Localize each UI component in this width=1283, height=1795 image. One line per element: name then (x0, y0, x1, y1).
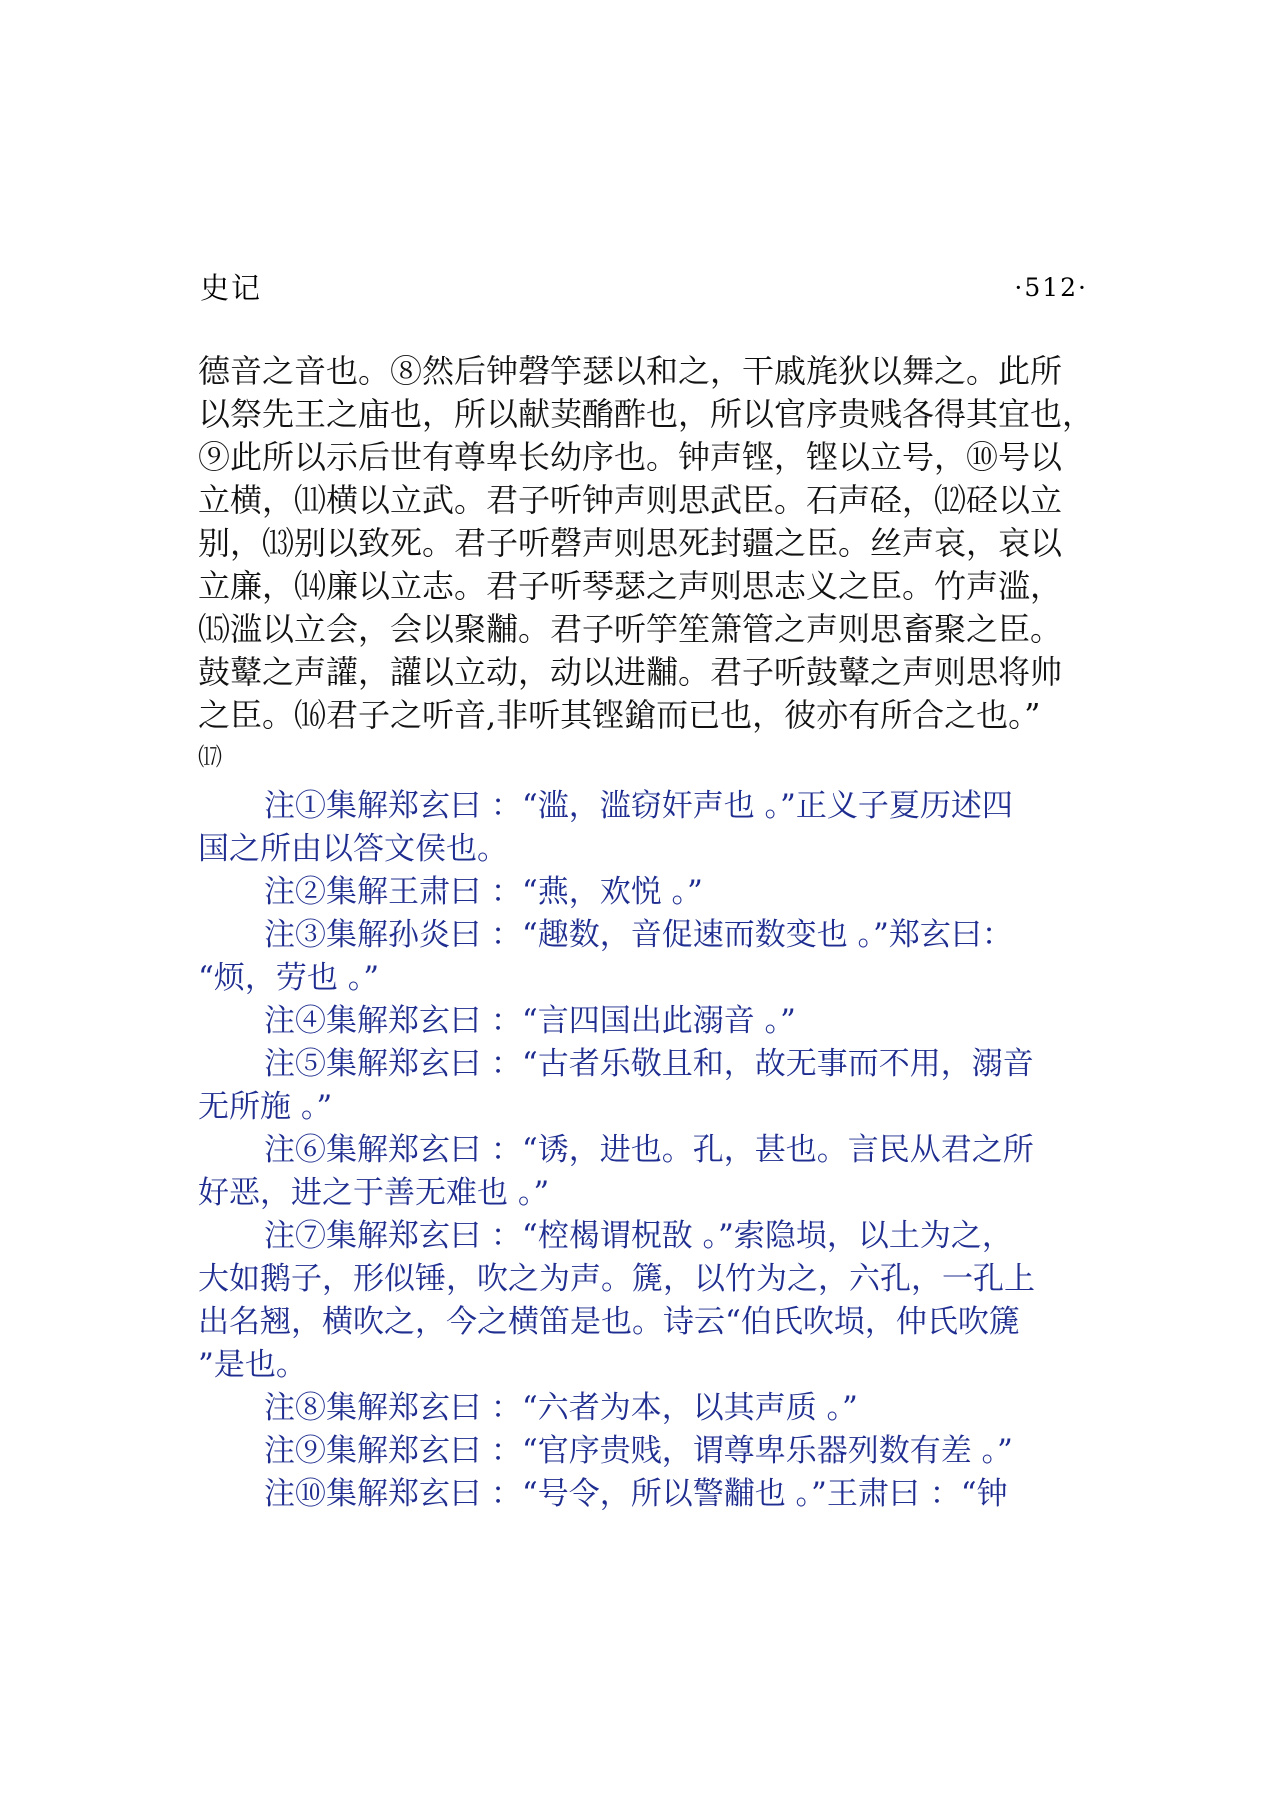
note-line: 出名翘，横吹之，今之横笛是也。诗云“伯氏吹埙，仲氏吹篪 (198, 1304, 1020, 1340)
main-text-line: ⑨此所以示后世有尊卑长幼序也。钟声铿，铿以立号，⑩号以 (198, 438, 1063, 476)
note-line: 注②集解王肃曰 ：“燕，欢悦 。” (264, 874, 703, 910)
note-line: 大如鹅子，形似锤，吹之为声。篪，以竹为之，六孔，一孔上 (198, 1261, 1035, 1297)
main-text (198, 350, 1098, 777)
note-line: 无所施 。” (198, 1089, 333, 1125)
note-line: 注⑥集解郑玄曰 ：“诱，进也。孔，甚也。言民从君之所 (264, 1132, 1034, 1168)
note-line: 注③集解孙炎曰 ：“趣数，音促速而数变也 。”郑玄曰： (264, 917, 1013, 953)
main-text-line: 鼓鼙之声讙，讙以立动，动以进黼。君子听鼓鼙之声则思将帅 (198, 653, 1063, 691)
note-line: 注④集解郑玄曰 ：“言四国出此溺音 。” (264, 1003, 796, 1039)
note-line: 好恶，进之于善无难也 。” (198, 1175, 550, 1211)
note-line: 注⑦集解郑玄曰 ：“椌楬谓柷敔 。”索隐埙，以土为之， (264, 1218, 1013, 1254)
notes-section (198, 785, 1098, 1516)
note-line: 注⑨集解郑玄曰 ：“官序贵贱，谓尊卑乐器列数有差 。” (264, 1433, 1013, 1469)
page-number: ·512· (1014, 273, 1088, 302)
trailing-footnote-ref: ⒄ (198, 743, 222, 771)
note-line: 注①集解郑玄曰 ：“滥，滥窃奸声也 。”正义子夏历述四 (264, 788, 1013, 824)
note-line: 注⑤集解郑玄曰 ：“古者乐敬且和，故无事而不用，溺音 (264, 1046, 1034, 1082)
note-line: 注⑧集解郑玄曰 ：“六者为本，以其声质 。” (264, 1390, 858, 1426)
main-text-line: 别，⒀别以致死。君子听磬声则思死封疆之臣。丝声哀，哀以 (198, 524, 1063, 562)
note-line: 注⑩集解郑玄曰 ：“号令，所以警黼也 。”王肃曰 ：“钟 (264, 1476, 1008, 1512)
main-text-line: 之臣。⒃君子之听音,非听其铿鎗而已也，彼亦有所合之也。” (198, 696, 1041, 734)
main-text-line: 德音之音也。⑧然后钟磬竽瑟以和之，干戚旄狄以舞之。此所 (198, 352, 1063, 390)
note-line: “烦，劳也 。” (198, 960, 380, 996)
note-line: ”是也。 (198, 1347, 307, 1383)
main-text-line: 以祭先王之庙也，所以献荬酳酢也，所以官序贵贱各得其宜也， (198, 395, 1095, 433)
main-text-line: ⒂滥以立会，会以聚黼。君子听竽笙箫管之声则思畜聚之臣。 (198, 610, 1063, 648)
note-line: 国之所由以答文侯也。 (198, 831, 508, 867)
main-text-line: 立横，⑾横以立武。君子听钟声则思武臣。石声硁，⑿硁以立 (198, 481, 1063, 519)
main-text-line: 立廉，⒁廉以立志。君子听琴瑟之声则思志义之臣。竹声滥， (198, 567, 1063, 605)
book-title: 史记 (200, 271, 263, 305)
page-header (200, 268, 1088, 308)
